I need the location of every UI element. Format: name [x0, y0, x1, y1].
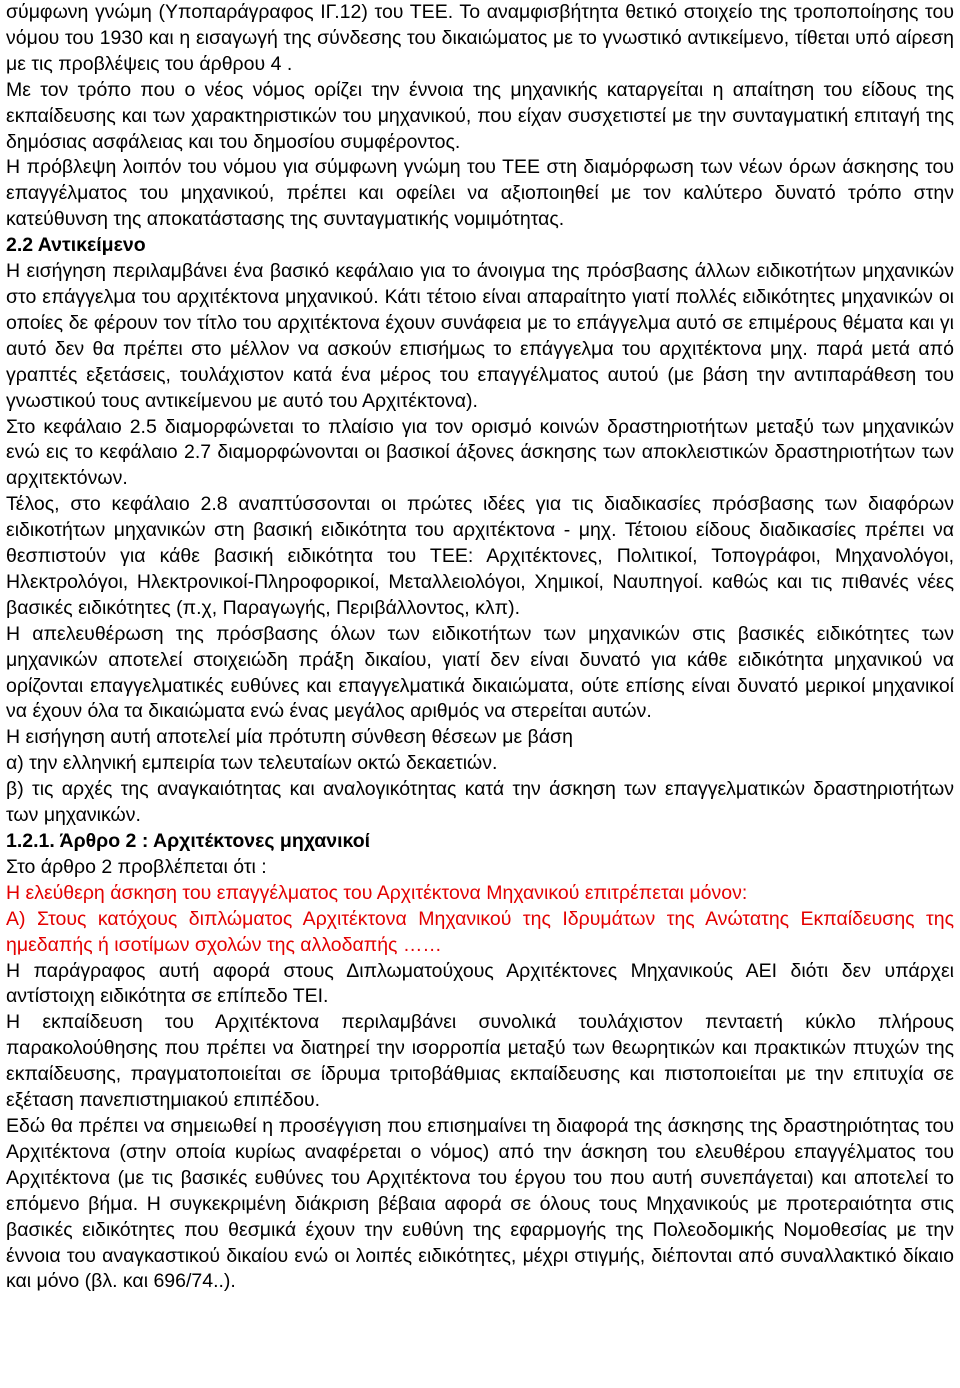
paragraph-practice-distinction: Εδώ θα πρέπει να σημειωθεί η προσέγγιση που επισημαίνει τη διαφορά της άσκησης της δραστηριότητας του Αρχιτέκτονα (στην οποία κυρίως αναφέρεται ο νόμος) από την άσκηση του ελευθέρου επαγγέλματος του Αρχιτέκτονα (με τις βασικές ευθύνες του Αρχιτέκτονα του έργου του που αυτή συνεπάγεται) και αποτελεί το επόμενο βήμα. Η συγκεκριμένη διάκριση βέβαια αφορά σε όλους τους Μηχανικούς με προτεραιότητα στις βασικές ειδικότητες που θεσμικά έχουν την ευθύνη της εφαρμογής της Πολεοδομικής Νομοθεσίας με την έννοια του αναγκαστικού δικαίου ενώ οι λοιπές ειδικότητες, μέχρι στιγμής, διέπονται από συναλλακτικό δίκαιο και μόνο (βλ. και 696/74..). [6, 1114, 954, 1293]
paragraph-proposal-scope: Η εισήγηση περιλαμβάνει ένα βασικό κεφάλαιο για το άνοιγμα της πρόσβασης άλλων ειδικοτήτων μηχανικών στο επάγγελμα του αρχιτέκτονα μηχανικού. Κάτι τέτοιο είναι απαραίτητο γιατί πολλές ειδικότητες μηχανικών οι οποίες δε φέρουν τον τίτλο του αρχιτέκτονα έχουν συνάφεια με το επάγγελμα αυτό σε επιμέρους θέματα και γι αυτό δεν θα πρέπει στο μέλλον να ασκούν επισήμως το επάγγελμα του αρχιτέκτονα μηχ. παρά μετά από γραπτές εξετάσεις, τουλάχιστον κατά ένα μέρος του επαγγέλματος αυτού (με βάση την αντιπαράθεση του γνωστικού τους αντικείμενου με αυτό του Αρχιτέκτονα). [6, 260, 954, 412]
paragraph-liberation-access: Η απελευθέρωση της πρόσβασης όλων των ειδικοτήτων των μηχανικών στις βασικές ειδικότητες των μηχανικών αποτελεί στοιχειώδη πράξη δικαίου, γιατί δεν είναι δυνατό για κάθε ειδικότητα μηχανικού να ορίζονται επαγγελματικές ευθύνες και επαγγελματικά δικαιώματα, ούτε επίσης είναι δυνατό μερικοί μηχανικοί να έχουν όλα τα δικαιώματα ενώ ένας μεγάλος αριθμός να στερείται αυτών. [6, 622, 954, 723]
quote-article-2-line-1: Η ελεύθερη άσκηση του επαγγέλματος του Αρχιτέκτονα Μηχανικού επιτρέπεται μόνον: [6, 881, 748, 904]
paragraph-chapter-2-8: Τέλος, στο κεφάλαιο 2.8 αναπτύσσονται οι πρώτες ιδέες για τις διαδικασίες πρόσβασης των διαφόρων ειδικοτήτων μηχανικών στη βασική ειδικότητα του αρχιτέκτονα - μηχ. Τέτοιου είδους διαδικασίες πρέπει να θεσπιστούν για κάθε βασική ειδικότητα του ΤΕΕ: Αρχιτέκτονες, Πολιτικοί, Τοπογράφοι, Μηχανολόγοι, Ηλεκτρολόγοι, Ηλεκτρονικοί-Πληροφορικοί, Μεταλλειολόγοι, Χημικοί, Ναυπηγοί. καθώς και τις πιθανές νέες βασικές ειδικότητες (π.χ, Παραγωγής, Περιβάλλοντος, κλπ). [6, 493, 954, 619]
section-heading-1-2-1: 1.2.1. Άρθρο 2 : Αρχιτέκτονες μηχανικοί [6, 830, 371, 852]
paragraph-intro-continued: σύμφωνη γνώμη (Υποπαράγραφος ΙΓ.12) του ΤΕΕ. Το αναμφισβήτητα θετικό στοιχείο της τροποποίησης του νόμου του 1930 και η εισαγωγή της σύνδεσης του δικαιώματος με το γνωστικό αντικείμενο, τίθεται υπό αίρεση με τις προβλέψεις του άρθρου 4 . [6, 1, 954, 75]
list-item-a: α) την ελληνική εμπειρία των τελευταίων οκτώ δεκαετιών. [6, 752, 498, 775]
list-item-b: β) τις αρχές της αναγκαιότητας και αναλογικότητας κατά την άσκηση των επαγγελματικών δραστηριοτήτων των μηχανικών. [6, 778, 954, 827]
paragraph-proposal-basis: Η εισήγηση αυτή αποτελεί μία πρότυπη σύνθεση θέσεων με βάση [6, 726, 573, 749]
section-heading-2-2: 2.2 Αντικείμενο [6, 234, 146, 257]
paragraph-mechanics-definition: Με τον τρόπο που ο νέος νόμος ορίζει την έννοια της μηχανικής καταργείται η απαίτηση του είδους της εκπαίδευσης και των χαρακτηριστικών του μηχανικού, που είχαν συσχετιστεί με την συνταγματική επιταγή της δημόσιας ασφάλειας και του δημοσίου συμφέροντος. [6, 78, 954, 153]
quote-article-2-item-a: Α) Στους κατόχους διπλώματος Αρχιτέκτονα Μηχανικού της Ιδρυμάτων της Ανώτατης Εκπαίδευσης της ημεδαπής ή ισοτίμων σχολών της αλλοδαπής …… [6, 907, 954, 956]
paragraph-tee-opinion: Η πρόβλεψη λοιπόν του νόμου για σύμφωνη γνώμη του ΤΕΕ στη διαμόρφωση των νέων όρων άσκησης του επαγγέλματος του μηχανικού, πρέπει και οφείλει να αξιοποιηθεί με τον καλύτερο δυνατό τρόπο στην κατεύθυνση της αποκατάστασης της συνταγματικής νομιμότητας. [6, 156, 954, 231]
paragraph-article-2-intro: Στο άρθρο 2 προβλέπεται ότι : [6, 855, 267, 878]
paragraph-chapter-2-5: Στο κεφάλαιο 2.5 διαμορφώνεται το πλαίσιο για τον ορισμό κοινών δραστηριοτήτων μεταξύ των μηχανικών ενώ εις το κεφάλαιο 2.7 διαμορφώνονται οι βασικοί άξονες άσκησης των αποκλειστικών δραστηριοτήτων των αρχιτεκτόνων. [6, 415, 954, 490]
paragraph-aei-note: Η παράγραφος αυτή αφορά στους Διπλωματούχους Αρχιτέκτονες Μηχανικούς ΑΕΙ διότι δεν υπάρχει αντίστοιχη ειδικότητα σε επίπεδο ΤΕΙ. [6, 959, 954, 1008]
paragraph-architect-education: Η εκπαίδευση του Αρχιτέκτονα περιλαμβάνει συνολικά τουλάχιστον πενταετή κύκλο πλήρους παρακολούθησης που πρέπει να διατηρεί την ισορροπία μεταξύ των θεωρητικών και πρακτικών πτυχών της εκπαίδευσης, πραγματοποιείται σε ίδρυμα τριτοβάθμιας εκπαίδευσης και πιστοποιείται με την επιτυχία σε εξέταση πανεπιστημιακού επιπέδου. [6, 1011, 954, 1112]
